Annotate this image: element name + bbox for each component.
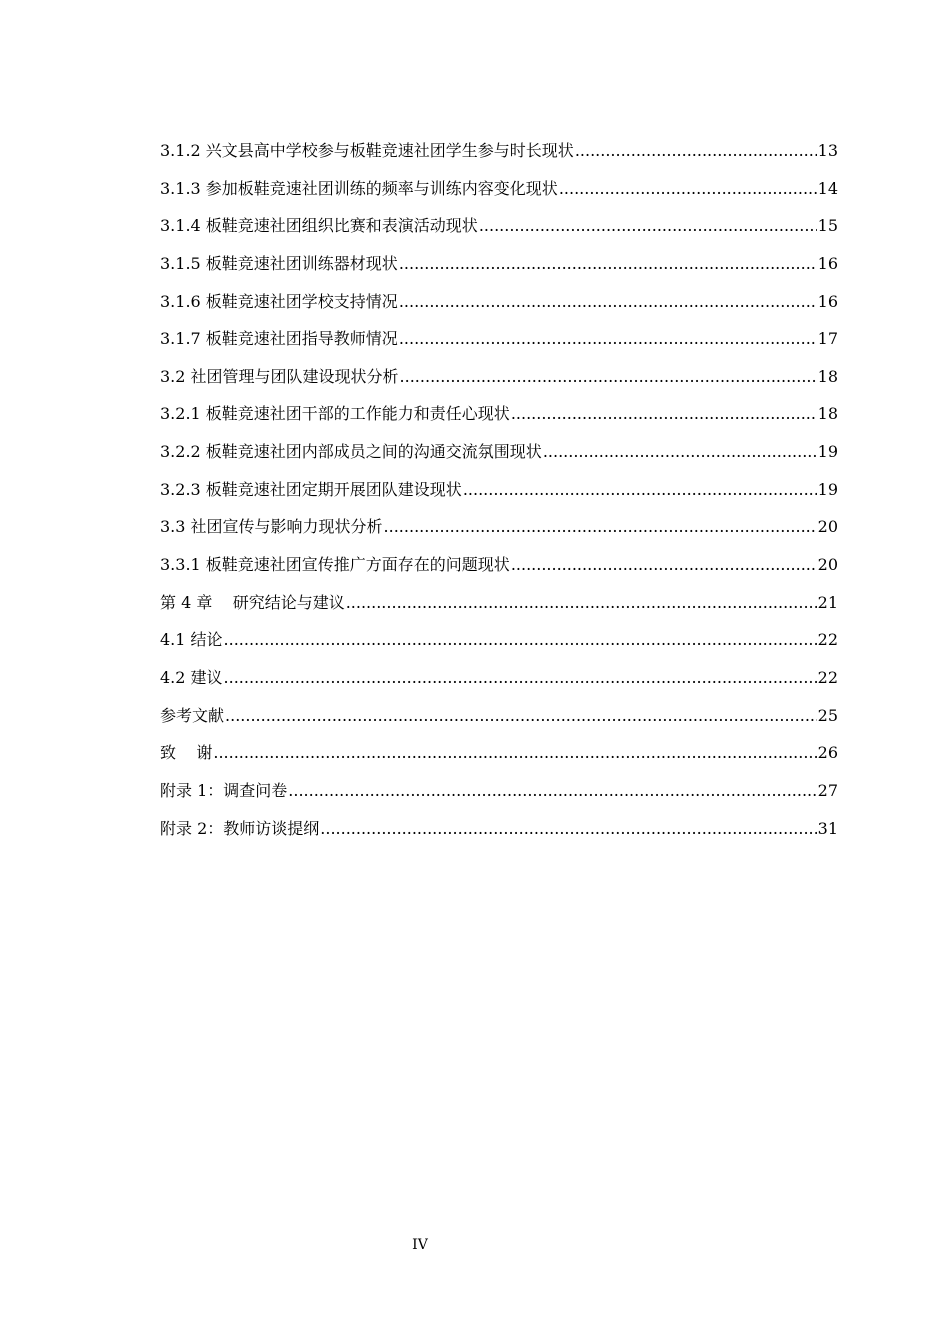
toc-dot-leader [511,395,817,433]
toc-entry-title: 3.2.1 板鞋竞速社团干部的工作能力和责任心现状 [160,404,510,424]
toc-entry-title: 附录 1：调查问卷 [160,780,288,800]
toc-entry-title: 3.1.5 板鞋竞速社团训练器材现状 [160,253,398,273]
toc-entry-page: 16 [817,291,838,311]
toc-dot-leader [399,283,817,321]
toc-entry-title: 4.1 结论 [160,630,223,650]
toc-entry-title: 附录 2：教师访谈提纲 [160,818,320,838]
toc-entry-page: 25 [817,705,838,725]
toc-entry[interactable] [160,772,838,810]
toc-entry[interactable] [160,546,838,584]
toc-entry[interactable] [160,697,838,735]
toc-entry-title: 第 4 章 研究结论与建议 [160,592,345,612]
toc-entry-page: 18 [817,404,838,424]
toc-entry-page: 22 [817,630,838,650]
toc-dot-leader [320,810,816,848]
toc-dot-leader [575,132,817,170]
toc-entry-title: 3.3 社团宣传与影响力现状分析 [160,517,383,537]
toc-dot-leader [224,621,817,659]
page-number: IV [412,1237,428,1253]
toc-entry[interactable] [160,659,838,697]
toc-dot-leader [224,659,817,697]
toc-entry-page: 20 [817,555,838,575]
toc-dot-leader [543,433,817,471]
toc-dot-leader [479,207,817,245]
toc-entry-page: 27 [817,780,838,800]
toc-entry-title: 3.2.2 板鞋竞速社团内部成员之间的沟通交流氛围现状 [160,442,542,462]
toc-dot-leader [559,170,817,208]
toc-dot-leader [213,734,816,772]
toc-entry-title: 3.1.2 兴文县高中学校参与板鞋竞速社团学生参与时长现状 [160,141,574,160]
toc-dot-leader [225,697,817,735]
toc-entry-title: 3.1.4 板鞋竞速社团组织比赛和表演活动现状 [160,216,478,236]
toc-entry-page: 20 [817,517,838,537]
toc-entry-title: 3.1.6 板鞋竞速社团学校支持情况 [160,291,398,311]
toc-entry[interactable] [160,734,838,772]
toc-entry-page: 21 [817,592,838,612]
toc-dot-leader [400,358,817,396]
toc-entry-title: 3.3.1 板鞋竞速社团宣传推广方面存在的问题现状 [160,555,510,575]
toc-entry[interactable] [160,810,838,848]
toc-entry-page: 22 [817,667,838,687]
toc-entry[interactable] [160,358,838,396]
toc-dot-leader [384,508,817,546]
toc-entry[interactable] [160,621,838,659]
toc-entry-title: 3.1.3 参加板鞋竞速社团训练的频率与训练内容变化现状 [160,178,558,198]
table-of-contents [160,132,838,847]
toc-entry-page: 15 [817,216,838,236]
toc-entry[interactable] [160,471,838,509]
toc-entry-title: 3.2.3 板鞋竞速社团定期开展团队建设现状 [160,479,462,499]
toc-entry-page: 26 [817,743,838,763]
toc-entry-title: 3.2 社团管理与团队建设现状分析 [160,366,399,386]
toc-dot-leader [511,546,817,584]
toc-entry[interactable] [160,132,838,170]
toc-entry[interactable] [160,245,838,283]
toc-dot-leader [399,320,817,358]
toc-entry-page: 16 [817,253,838,273]
toc-entry[interactable] [160,508,838,546]
toc-entry-title: 致 谢 [160,743,213,763]
toc-dot-leader [288,772,816,810]
toc-entry-page: 17 [817,329,838,349]
toc-entry-title: 参考文献 [160,705,225,725]
toc-entry[interactable] [160,433,838,471]
toc-entry-title: 3.1.7 板鞋竞速社团指导教师情况 [160,329,398,349]
toc-entry[interactable] [160,584,838,622]
toc-entry-page: 19 [817,442,838,462]
toc-dot-leader [346,584,817,622]
toc-entry[interactable] [160,395,838,433]
toc-entry[interactable] [160,320,838,358]
toc-dot-leader [463,471,817,509]
toc-entry[interactable] [160,283,838,321]
toc-entry[interactable] [160,207,838,245]
toc-entry-title: 4.2 建议 [160,667,223,687]
toc-dot-leader [399,245,817,283]
toc-entry[interactable] [160,170,838,208]
toc-entry-page: 14 [817,178,838,198]
toc-entry-page: 19 [817,479,838,499]
toc-entry-page: 31 [817,818,838,838]
toc-entry-page: 18 [817,366,838,386]
toc-entry-page: 13 [817,141,838,160]
